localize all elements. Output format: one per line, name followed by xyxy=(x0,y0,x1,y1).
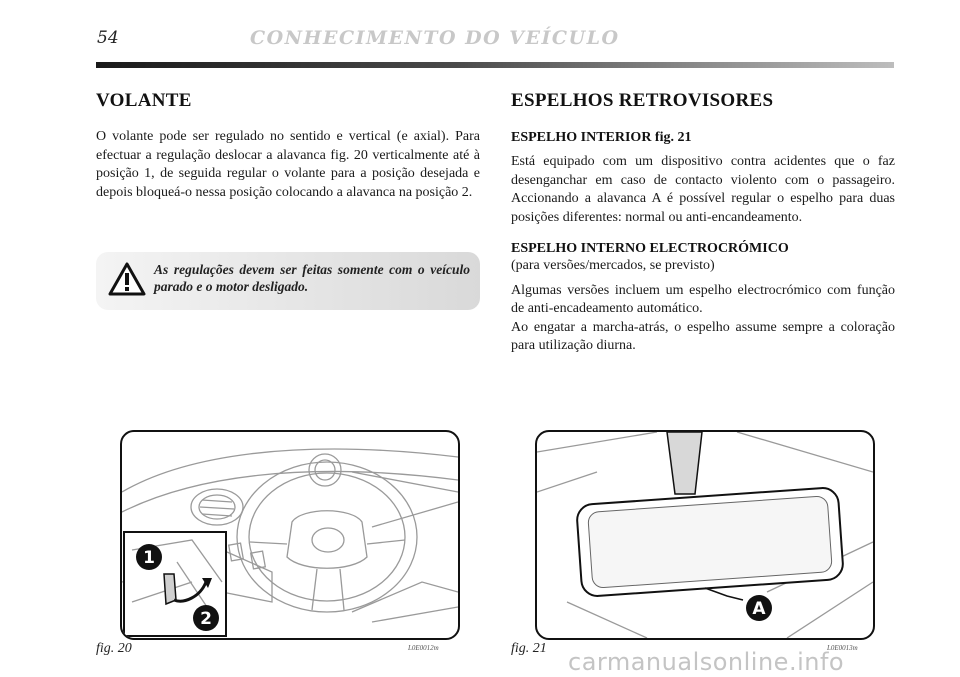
mirror-illustration xyxy=(537,432,873,638)
espelho-electrocromico-body-1: Algumas versões incluem um espelho electrocrómico com função de anti-encadeamento automático. xyxy=(511,282,895,316)
section-title-volante: VOLANTE xyxy=(96,90,192,111)
espelho-interior-heading: ESPELHO INTERIOR fig. 21 xyxy=(511,130,692,145)
figure-21-code: L0E0013m xyxy=(827,644,858,652)
fig20-callout-1: 1 xyxy=(143,548,155,568)
steering-wheel-illustration xyxy=(122,432,458,638)
volante-body: O volante pode ser regulado no sentido e vertical (e axial). Para efectuar a regulação deslocar a alavanca fig. 20 verticalmente até à posição 1, de seguida regular o volante para a posição desejada e depois bloqueá-o nessa posição colocando a alavanca na posição 2. xyxy=(96,129,480,200)
page-number: 54 xyxy=(97,28,119,48)
header-rule xyxy=(96,62,894,68)
right-column xyxy=(511,90,895,356)
section-title-espelhos: ESPELHOS RETROVISORES xyxy=(511,90,774,111)
figure-21-rear-view-mirror xyxy=(535,430,875,640)
figure-21-caption: fig. 21 xyxy=(511,641,547,656)
running-title: CONHECIMENTO DO VEÍCULO xyxy=(250,27,620,49)
espelho-interior-body: Está equipado com um dispositivo contra acidentes que o faz desenganchar em caso de contacto violento com o passageiro. Accionando a alavanca A é possível regular o espelho para duas posições diferentes: normal ou anti-encandeamento. xyxy=(511,154,895,225)
warning-triangle-icon xyxy=(108,262,146,296)
warning-text: As regulações devem ser feitas somente com o veículo parado e o motor desligado. xyxy=(154,262,470,294)
fig21-callout-a: A xyxy=(752,599,766,619)
left-column xyxy=(96,90,480,202)
figure-20-steering-wheel xyxy=(120,430,460,640)
figure-20-code: L0E0012m xyxy=(408,644,439,652)
espelho-electrocromico-body-2: Ao engatar a marcha-atrás, o espelho assume sempre a coloração para utilização diurna. xyxy=(511,319,895,353)
warning-box xyxy=(96,252,480,310)
espelho-electrocromico-subheading: (para versões/mercados, se previsto) xyxy=(511,258,715,273)
fig20-callout-2: 2 xyxy=(200,609,212,629)
espelho-electrocromico-heading: ESPELHO INTERNO ELECTROCRÓMICO xyxy=(511,241,789,256)
figure-20-caption: fig. 20 xyxy=(96,641,132,656)
watermark: carmanualsonline.info xyxy=(568,648,845,676)
